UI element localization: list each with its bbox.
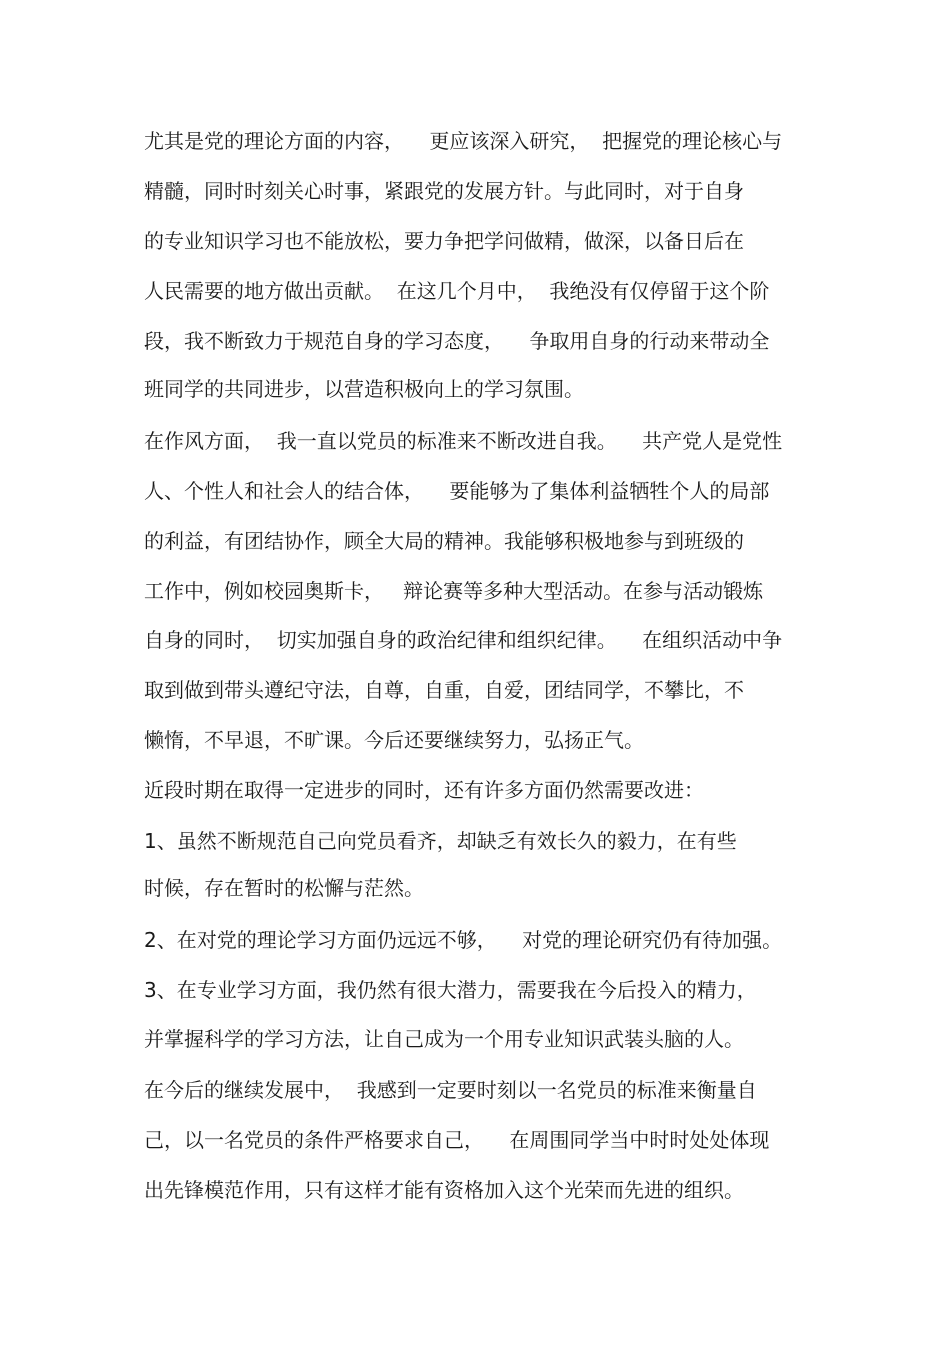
text-line: 3、在专业学习方面，我仍然有很大潜力，需要我在今后投入的精力，	[144, 978, 757, 1002]
text-line: 在今后的继续发展中， 我感到一定要时刻以一名党员的标准来衡量自	[144, 1078, 757, 1102]
text-line: 时候，存在暂时的松懈与茫然。	[144, 876, 424, 900]
text-line: 出先锋模范作用，只有这样才能有资格加入这个光荣而先进的组织。	[144, 1178, 744, 1202]
text-line: 在作风方面， 我一直以党员的标准来不断改进自我。 共产党人是党性	[144, 429, 783, 453]
text-line: 自身的同时， 切实加强自身的政治纪律和组织纪律。 在组织活动中争	[144, 628, 783, 652]
text-line: 工作中，例如校园奥斯卡， 辩论赛等多种大型活动。在参与活动锻炼	[144, 579, 764, 603]
text-line: 的专业知识学习也不能放松，要力争把学问做精，做深，以备日后在	[144, 229, 744, 253]
text-line: 尤其是党的理论方面的内容， 更应该深入研究， 把握党的理论核心与	[144, 129, 783, 153]
text-line: 并掌握科学的学习方法，让自己成为一个用专业知识武装头脑的人。	[144, 1027, 744, 1051]
text-line: 班同学的共同进步，以营造积极向上的学习氛围。	[144, 377, 584, 401]
text-line: 段，我不断致力于规范自身的学习态度， 争取用自身的行动来带动全	[144, 329, 770, 353]
text-line: 人、个性人和社会人的结合体， 要能够为了集体利益牺牲个人的局部	[144, 479, 770, 503]
text-line: 1、虽然不断规范自己向党员看齐，却缺乏有效长久的毅力，在有些	[144, 829, 737, 853]
text-line: 己，以一名党员的条件严格要求自己， 在周围同学当中时时处处体现	[144, 1128, 770, 1152]
text-line: 取到做到带头遵纪守法，自尊，自重，自爱，团结同学，不攀比，不	[144, 678, 744, 702]
text-line: 近段时期在取得一定进步的同时，还有许多方面仍然需要改进：	[144, 778, 704, 802]
text-line: 精髓，同时时刻关心时事，紧跟党的发展方针。与此同时，对于自身	[144, 179, 744, 203]
text-line: 2、在对党的理论学习方面仍远远不够， 对党的理论研究仍有待加强。	[144, 928, 783, 952]
text-line: 的利益，有团结协作，顾全大局的精神。我能够积极地参与到班级的	[144, 529, 744, 553]
text-line: 懒惰，不早退，不旷课。今后还要继续努力，弘扬正气。	[144, 728, 644, 752]
text-line: 人民需要的地方做出贡献。 在这几个月中， 我绝没有仅停留于这个阶	[144, 279, 770, 303]
